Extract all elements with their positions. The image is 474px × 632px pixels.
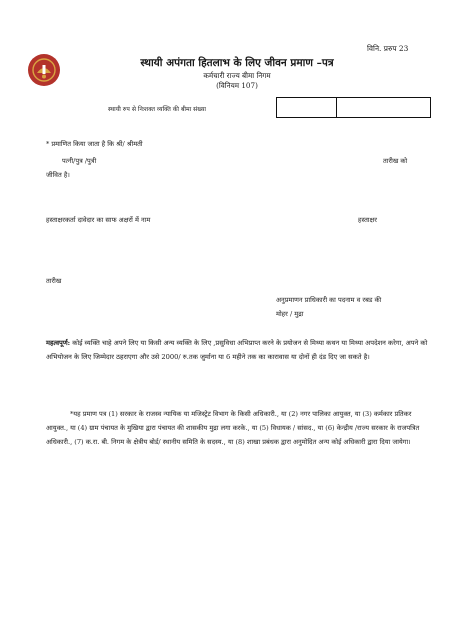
important-heading: महत्वपूर्ण:	[46, 339, 71, 347]
important-text: कोई व्यक्ति चाहे अपने लिए या किसी अन्य व्यक्ति के लिए ,प्रसुविधा अभिप्राप्त करने के प्रयोजन से मिथ्या कथन या मिथ्या अपदेशन करेगा, अपने को अभियोजन के लिए जिम्मेदार ठहराएगा और उसे 2000/ रु.तक जुर्माना या 6 महीने तक का कारावास या दोनों ही दंड दिए जा सकते है।	[46, 339, 428, 361]
ip-number-label: स्थायी रुप से निःशक्त व्यक्ति की बीमा संख्या	[108, 106, 206, 113]
regulation-number: (विनियम 107)	[216, 81, 258, 90]
form-title: स्थायी अपंगता हितलाभ के लिए जीवन प्रमाण –पत्र	[140, 57, 334, 69]
organization-name: कर्मचारी राज्य बीमा निगम	[203, 71, 271, 80]
authority-designation-label: अनुप्रमाणन प्राधिकारी का पदनाम व रबड की	[276, 296, 382, 304]
signature-label: हस्ताक्षर	[358, 216, 377, 224]
ip-number-box[interactable]	[276, 97, 431, 118]
relation-label: पत्नी/पुत्र /पुत्री	[62, 157, 97, 165]
authority-seal-label: मोहर / मुद्रा	[276, 310, 304, 318]
certificate-footnote: *यह प्रमाण पत्र (1) सरकार के राजस्व न्यायिक या मजिस्ट्रेट विभाग के किसी अधिकारी., या (2) नगर पालिका आयुक्त, या (3) कर्मकार प्रतिकर आयुक्त., या (4) ग्राम पंचायत के मुखिया द्वारा पंचायत की शासकीय मुद्रा लगा करके., या (5) विधायक / सांसद., या (6) केन्द्रीय /राज्य सरकार के राजपत्रित अधिकारी., (7) क.रा. बी. निगम के क्षेत्रीय बोर्ड/ स्थानीय समिति के सदस्य., या (8) शाखा प्रबंधक द्वारा अनुमोदित अन्य कोई अधिकारी द्वारा दिया जायेगा।	[46, 410, 420, 446]
date-to-label: तारीख को	[383, 157, 408, 165]
ip-number-box-divider	[336, 98, 337, 117]
important-note	[46, 336, 430, 364]
date-label: तारीख	[46, 277, 62, 285]
form-number: विनि. प्ररुप 23	[367, 44, 409, 53]
claimant-name-label: हस्ताक्षरकर्ता दावेदार का साफ अक्षरों में नाम	[46, 216, 151, 224]
certify-line: * प्रमाणित किया जाता है कि श्री/ श्रीमती	[46, 140, 143, 148]
alive-label: जीवित है।	[46, 171, 70, 179]
